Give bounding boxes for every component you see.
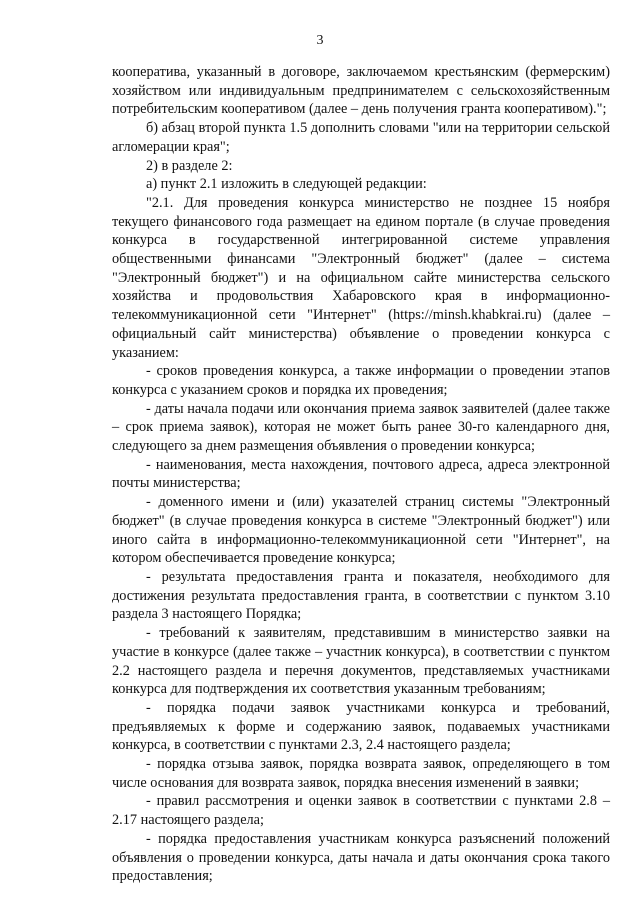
paragraph-continuation: кооператива, указанный в договоре, заключаемом крестьянским (фермерским) хозяйством или индивидуальным предпринимателем с сельскохозяйственным потребительским кооперативом (далее – день получения гранта кооперативом)."; [112,64,610,118]
list-item-evaluation-rules: - правил рассмотрения и оценки заявок в соответствии с пунктами 2.8 – 2.17 настоящего раздела; [112,793,610,829]
list-item-withdrawal-procedure: - порядка отзыва заявок, порядка возврата заявок, определяющего в том числе основания для возврата заявок, порядка внесения изменений в заявки; [112,756,610,791]
paragraph-amendment-a: а) пункт 2.1 изложить в следующей редакции: [146,176,427,193]
list-item-applicant-requirements: - требований к заявителям, представившим в министерство заявки на участие в конкурсе (далее также – участник конкурса), в соответствии с пунктом 2.2 настоящего раздела и перечня документов, представляемых участниками конкурса для подтверждения их соответствия указанным требованиям; [112,625,610,698]
list-item-ministry-contacts: - наименования, места нахождения, почтового адреса, адреса электронной почты министерства; [112,456,610,492]
list-item-domain-name: - доменного имени и (или) указателей страниц системы "Электронный бюджет" (в случае проведения конкурса в системе "Электронный бюджет") или иного сайта в информационно-телекоммуникационной сети "Интернет", на котором обеспечивается проведение конкурса; [112,494,610,567]
paragraph-clause-2-1: "2.1. Для проведения конкурса министерство не позднее 15 ноября текущего финансового года размещает на едином портале (в случае проведения конкурса в государственной интегрированной системе управления общественными финансами "Электронный бюджет" (далее – система "Электронный бюджет") и на официальном сайте министерства сельского хозяйства и продовольствия Хабаровского края в информационно-телекоммуникационной сети "Интернет" (https://minsh.khabkrai.ru) (далее – официальный сайт министерства) объявление о проведении конкурса с указанием: [112,194,610,361]
page-number: 3 [316,33,324,48]
list-item-application-dates: - даты начала подачи или окончания приема заявок заявителей (далее также – срок приема заявок), которая не может быть ранее 30-го календарного дня, следующего за днем размещения объявления о проведении конкурса; [112,400,610,455]
list-item-grant-result: - результата предоставления гранта и показателя, необходимого для достижения результата предоставления гранта, в соответствии с пунктом 3.10 раздела 3 настоящего Порядка; [112,568,610,623]
list-item-contest-terms: - сроков проведения конкурса, а также информации о проведении этапов конкурса с указанием сроков и порядка их проведения; [112,363,610,398]
paragraph-section-2: 2) в разделе 2: [146,157,233,174]
document-body [112,63,610,886]
paragraph-amendment-b: б) абзац второй пункта 1.5 дополнить словами "или на территории сельской агломерации края"; [112,120,610,155]
list-item-submission-procedure: - порядка подачи заявок участниками конкурса и требований, предъявляемых к форме и содержанию заявок, подаваемых участниками конкурса, в соответствии с пунктами 2.3, 2.4 настоящего раздела; [112,699,610,754]
list-item-clarifications: - порядка предоставления участникам конкурса разъяснений положений объявления о проведении конкурса, даты начала и даты окончания срока такого предоставления; [112,830,610,885]
